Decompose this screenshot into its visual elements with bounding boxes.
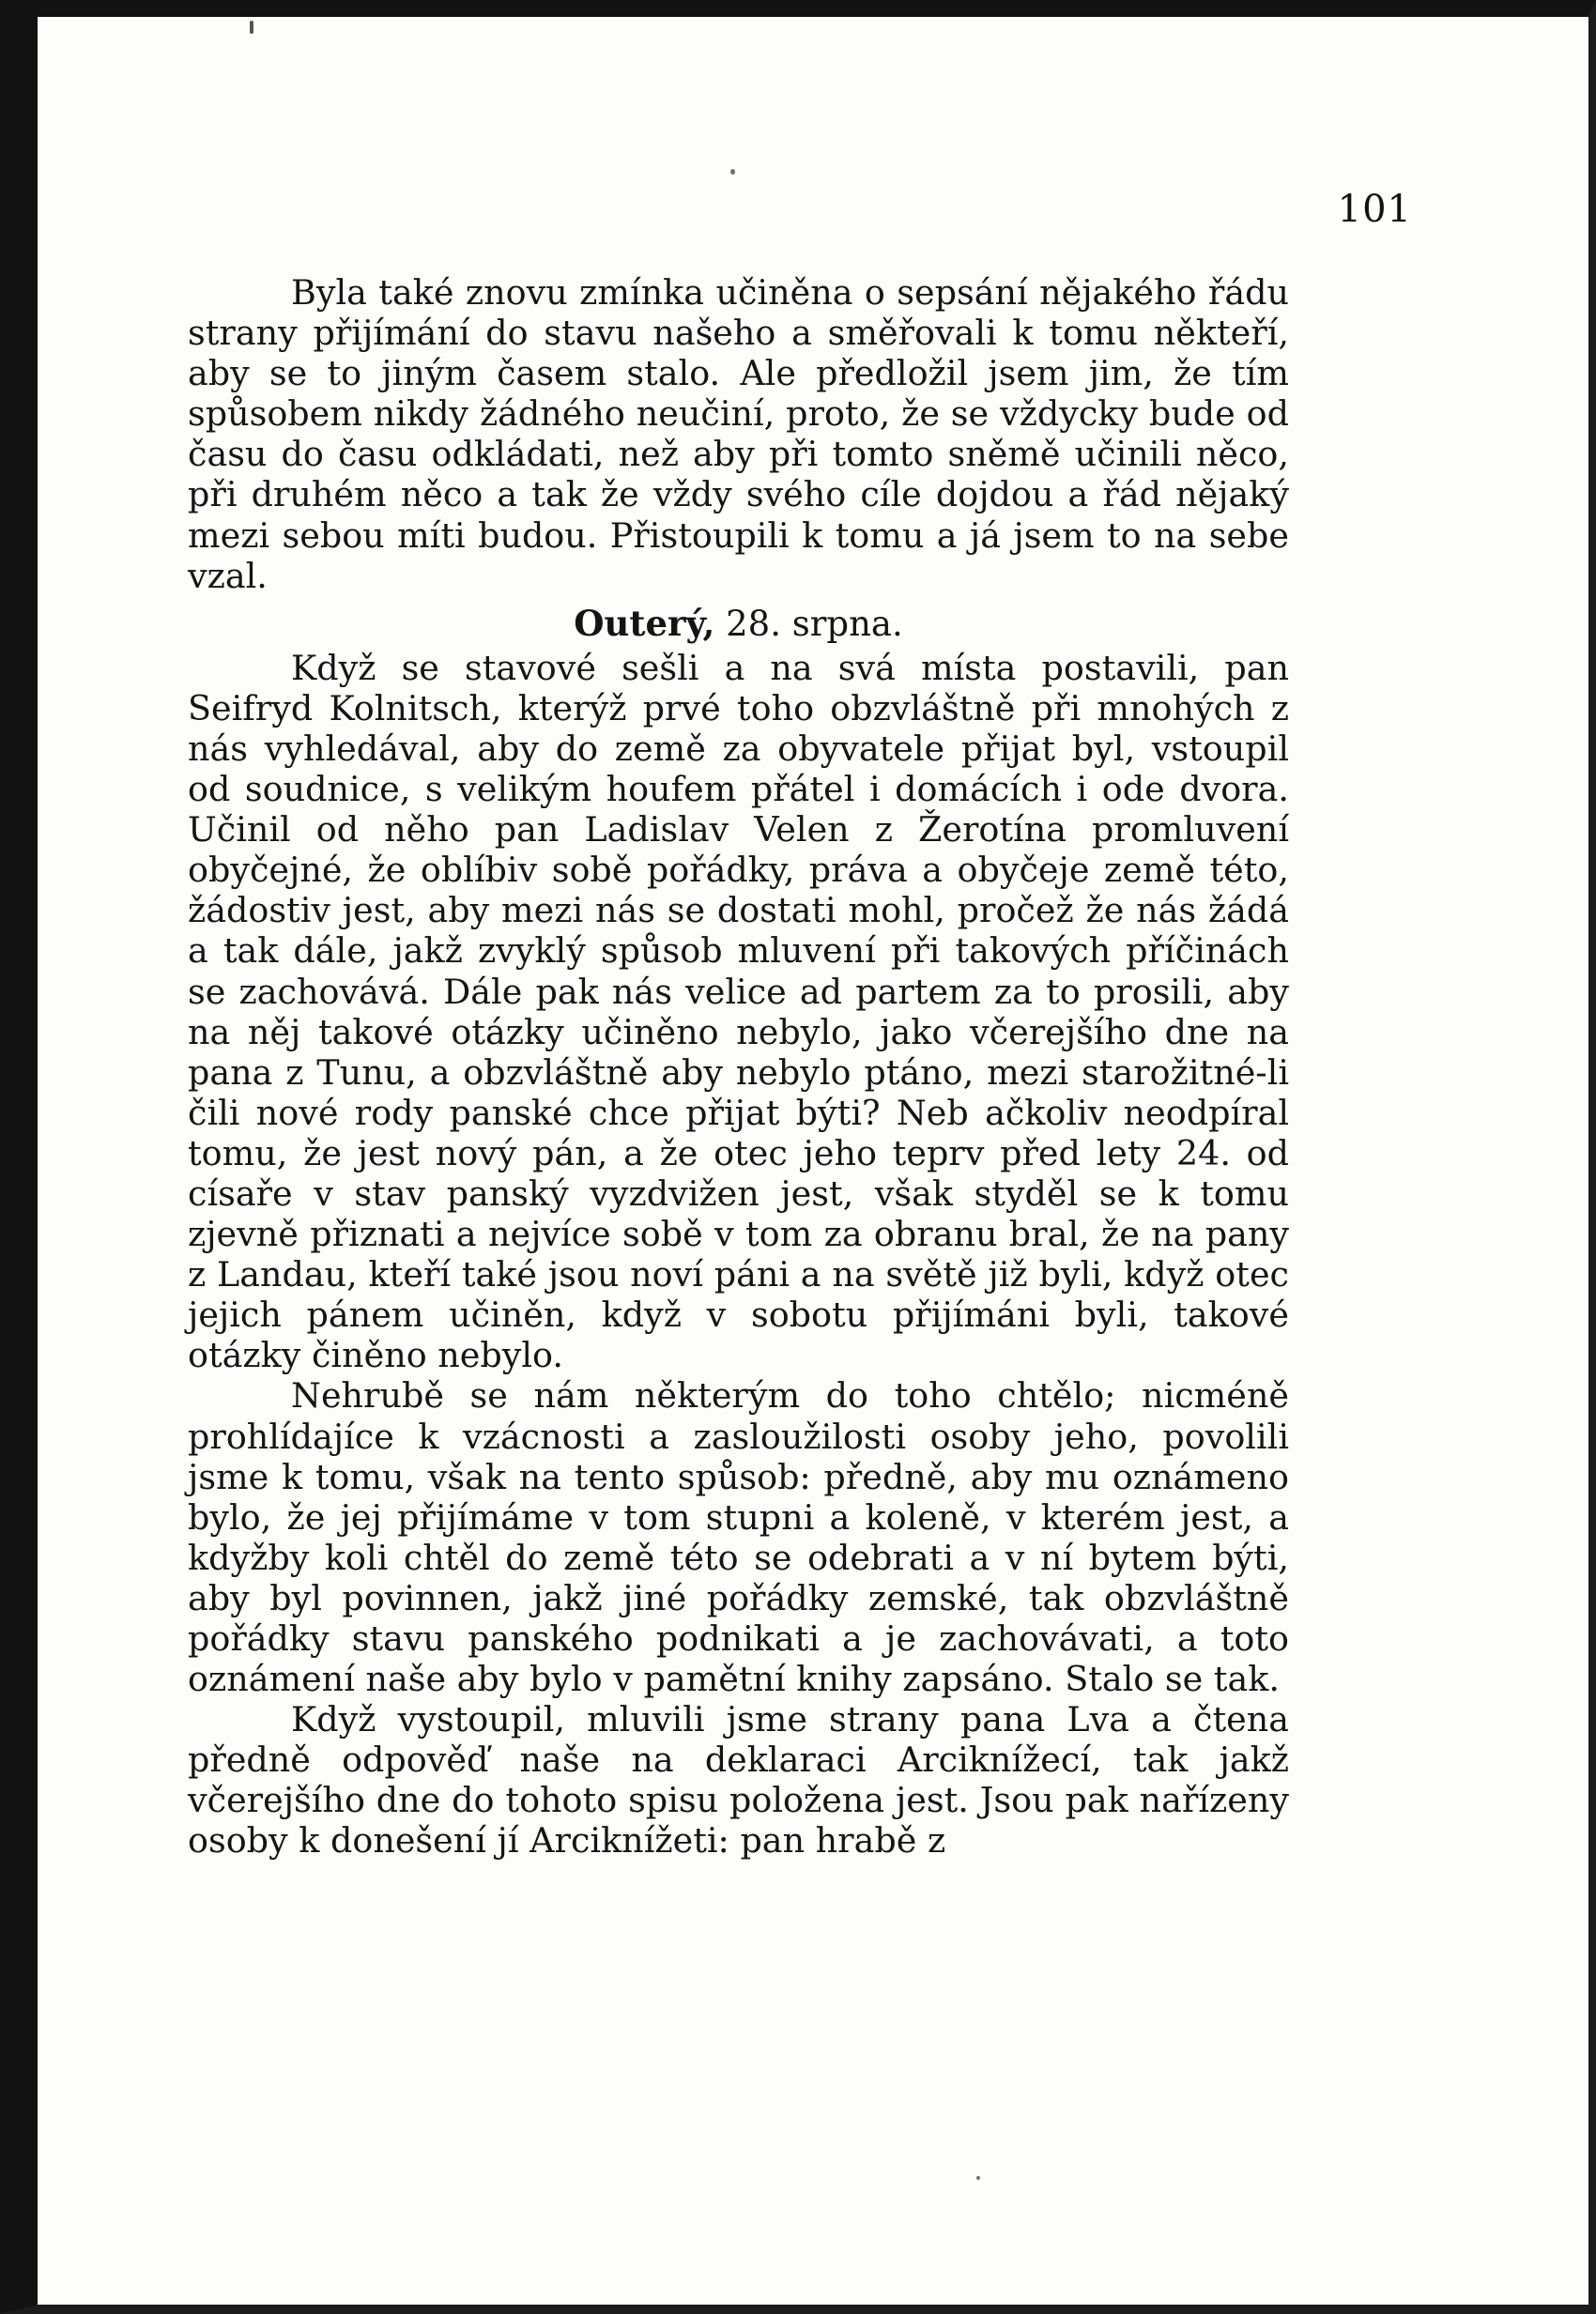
paragraph: Když se stavové sešli a na svá místa postavili, pan Seifryd Kolnitsch, kterýž prvé toho obzvláštně při mnohých z nás vyhledával, aby do země za obyvatele přijat byl, vstoupil od soudnice, s velikým houfem přátel i domácích i ode dvora. Učinil od něho pan Ladislav Velen z Žerotína promluvení obyčejné, že oblíbiv sobě pořádky, práva a obyčeje země této, žádostiv jest, aby mezi nás se dostati mohl, pročež že nás žádá a tak dále, jakž zvyklý spůsob mluvení při takových příčinách se zachovává. Dále pak nás velice ad partem za to prosili, aby na něj takové otázky učiněno nebylo, jako včerejšího dne na pana z Tunu, a obzvláštně aby nebylo ptáno, mezi starožitné-li čili nové rody panské chce přijat býti? Neb ačkoliv neodpíral tomu, že jest nový pán, a že otec jeho teprv před lety 24. od císaře v stav panský vyzdvižen jest, však styděl se k tomu zjevně přiznati a nejvíce sobě v tom za obranu bral, že na pany z Landau, kteří také jsou noví páni a na světě již byli, když otec jejich pánem učiněn, když v sobotu přijímáni byli, takové otázky činěno nebylo. xyxy=(188,647,1289,1376)
scan-speck xyxy=(730,169,735,175)
paragraph: Když vystoupil, mluvili jsme strany pana Lva a čtena předně odpověď naše na deklaraci Arciknížecí, tak jakž včerejšího dne do tohoto spisu položena jest. Jsou pak nařízeny osoby k donešení jí Arciknížeti: pan hrabě z xyxy=(188,1699,1289,1862)
book-page xyxy=(38,17,1588,2305)
scan-speck xyxy=(250,21,253,34)
scan-speck xyxy=(976,2176,980,2180)
heading-date: 28. srpna. xyxy=(726,603,903,644)
heading-day: Outerý, xyxy=(574,602,715,644)
body-text xyxy=(188,272,1289,1862)
page-number: 101 xyxy=(1337,188,1412,231)
date-heading xyxy=(188,604,1289,644)
paragraph: Nehrubě se nám některým do toho chtělo; nicméně prohlídajíce k vzácnosti a zasloužilosti osoby jeho, povolili jsme k tomu, však na tento spůsob: předně, aby mu oznámeno bylo, že jej přijímáme v tom stupni a koleně, v kterém jest, a kdyžby koli chtěl do země této se odebrati a v ní bytem býti, aby byl povinnen, jakž jiné pořádky zemské, tak obzvláštně pořádky stavu panského podnikati a je zachovávati, a toto oznámení naše aby bylo v pamětní knihy zapsáno. Stalo se tak. xyxy=(188,1375,1289,1700)
paragraph: Byla také znovu zmínka učiněna o sepsání nějakého řádu strany přijímání do stavu našeho a směřovali k tomu někteří, aby se to jiným časem stalo. Ale předložil jsem jim, že tím spůsobem nikdy žádného neučiní, proto, že se vždycky bude od času do času odkládati, než aby při tomto sněmě učinili něco, při druhém něco a tak že vždy svého cíle dojdou a řád nějaký mezi sebou míti budou. Přistoupili k tomu a já jsem to na sebe vzal. xyxy=(188,272,1289,596)
